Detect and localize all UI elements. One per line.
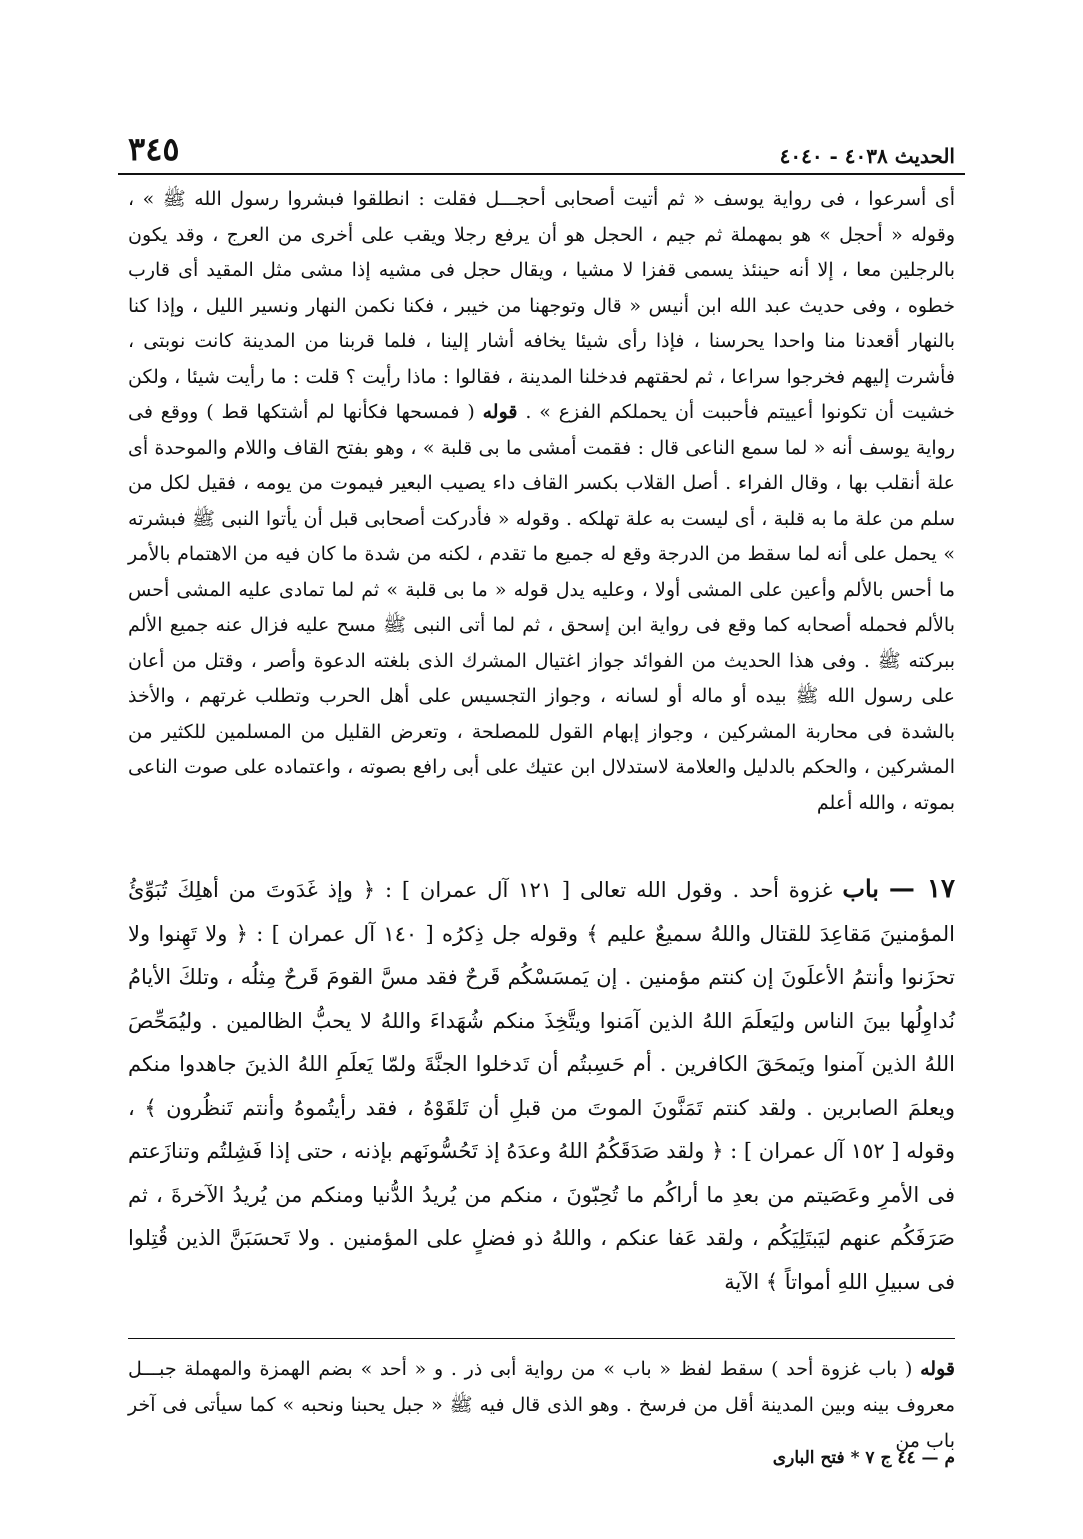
commentary-paragraph xyxy=(128,1351,955,1459)
section-divider xyxy=(128,1338,955,1339)
commentary-keyword: قوله xyxy=(920,1358,955,1380)
commentary-section xyxy=(128,1351,955,1459)
page-header xyxy=(128,118,955,168)
running-title: الحديث ٤٠٣٨ - ٤٠٤٠ xyxy=(779,144,955,168)
chapter-text: غزوة أحد . وقول الله تعالى [ ١٢١ آل عمران ] : ﴿ وإذ غَدَوتَ من أهلِكَ تُبَوِّئُ المؤمنينَ مَقاعِدَ للقتال واللهُ سميعٌ عليم ﴾ وقوله جل ذِكرُه [ ١٤٠ آل عمران ] : ﴿ ولا تَهِنوا ولا تحزَنوا وأنتمُ الأعلَونَ إن كنتم مؤمنين . إن يَمسَسْكُم قَرحٌ فقد مسَّ القومَ قَرحٌ مِثلُه ، وتلكَ الأيامُ نُداوِلُها بينَ الناس وليَعلَمَ اللهُ الذين آمَنوا ويتَّخِذَ منكم شُهَداءَ واللهُ لا يحبُّ الظالمين . وليُمَحِّصَ اللهُ الذين آمنوا ويَمحَقَ الكافرين . أم حَسِبتُم أن تَدخلوا الجنَّةَ ولمّا يَعلَمِ اللهُ الذينَ جاهدوا منكم ويعلمَ الصابرين . ولقد كنتم تَمَنَّونَ الموتَ من قبلِ أن تَلقَوْهُ ، فقد رأيتُموهُ وأنتم تَنظُرون ﴾ ، وقوله [ ١٥٢ آل عمران ] : ﴿ ولقد صَدَقَكُمُ اللهُ وعدَهُ إذ تَحُسُّونَهم بإذنه ، حتى إذا فَشِلتُم وتنازَعتم فى الأمرِ وعَصَيتم من بعدِ ما أراكُم ما تُحِبّونَ ، منكم من يُريدُ الدُّنيا ومنكم من يُريدُ الآخرةَ ، ثم صَرَفَكُم عنهم ليَبتَلِيَكُم ، ولقد عَفا عنكم ، واللهُ ذو فضلٍ على المؤمنين . ولا تَحسَبَنَّ الذين قُتِلوا فى سبيلِ اللهِ أمواتاً ﴾ الآية xyxy=(128,878,955,1294)
body-text-part-2: ( فمسحها فكأنها لم أشتكها قط ) ووقع فى رواية يوسف أنه « لما سمع الناعى قال : فقمت أمشى ما بى قلبة » ، وهو بفتح القاف واللام والموحدة أى علة أنقلب بها ، وقال الفراء . أصل القلاب بكسر القاف داء يصيب البعير فيموت من يومه ، فقيل لكل من سلم من علة ما به قلبة ، أى ليست به علة تهلكه . وقوله « فأدركت أصحابى قبل أن يأتوا النبى ﷺ فبشرته » يحمل على أنه لما سقط من الدرجة وقع له جميع ما تقدم ، لكنه من شدة ما كان فيه من الاهتمام بالأمر ما أحس بالألم وأعين على المشى أولا ، وعليه يدل قوله « ما بى قلبة » ثم لما تمادى عليه المشى أحس بالألم فحمله أصحابه كما وقع فى رواية ابن إسحق ، ثم لما أتى النبى ﷺ مسح عليه فزال عنه جميع الألم ببركته ﷺ . وفى هذا الحديث من الفوائد جواز اغتيال المشرك الذى بلغته الدعوة وأصر ، وقتل من أعان على رسول الله ﷺ بيده أو ماله أو لسانه ، وجواز التجسيس على أهل الحرب وتطلب غرتهم ، والأخذ بالشدة فى محاربة المشركين ، وجواز إبهام القول للمصلحة ، وتعرض القليل من المسلمين للكثير من المشركين ، والحكم بالدليل والعلامة لاستدلال ابن عتيك على أبى رافع بصوته ، واعتماده على صوت الناعى بموته ، والله أعلم xyxy=(128,401,955,814)
commentary-text: ( باب غزوة أحد ) سقط لفظ « باب » من رواية أبى ذر . و « أحد » بضم الهمزة والمهملة جبـــل معروف بينه وبين المدينة أقل من فرسخ . وهو الذى قال فيه ﷺ « جبل يحبنا ونحبه » كما سيأتى فى آخر باب من xyxy=(128,1358,955,1452)
chapter-label: باب xyxy=(842,874,879,903)
chapter-paragraph xyxy=(128,867,955,1304)
hadith-commentary-body xyxy=(128,182,955,821)
body-text-part-1: أى أسرعوا ، فى رواية يوسف « ثم أتيت أصحابى أحجـــل فقلت : انطلقوا فبشروا رسول الله ﷺ » ، وقوله « أحجل » هو بمهملة ثم جيم ، الحجل هو أن يرفع رجلا ويقب على أخرى من العرج ، وقد يكون بالرجلين معا ، إلا أنه حينئذ يسمى قفزا لا مشيا ، ويقال حجل فى مشيه إذا مشى مثل المقيد أى قارب خطوه ، وفى حديث عبد الله ابن أنيس « قال وتوجهنا من خيبر ، فكنا نكمن النهار ونسير الليل ، وإذا كنا بالنهار أقعدنا منا واحدا يحرسنا ، فإذا رأى شيئا يخافه أشار إلينا ، فلما قربنا من المدينة كانت نوبتى ، فأشرت إليهم فخرجوا سراعا ، ثم لحقتهم فدخلنا المدينة ، فقالوا : ماذا رأيت ؟ قلت : ما رأيت شيئا ، ولكن خشيت أن تكونوا أعييتم فأحببت أن يحملكم الفزع » . xyxy=(128,188,955,423)
page-number: ٣٤٥ xyxy=(128,130,180,168)
body-paragraph xyxy=(128,182,955,821)
page-signature: م — ٤٤ ج ٧ * فتح البارى xyxy=(772,1448,955,1468)
chapter-section xyxy=(128,867,955,1304)
qawluhu-keyword: قوله xyxy=(482,401,518,423)
chapter-number: ١٧ — xyxy=(888,874,955,904)
header-rule xyxy=(118,173,965,175)
